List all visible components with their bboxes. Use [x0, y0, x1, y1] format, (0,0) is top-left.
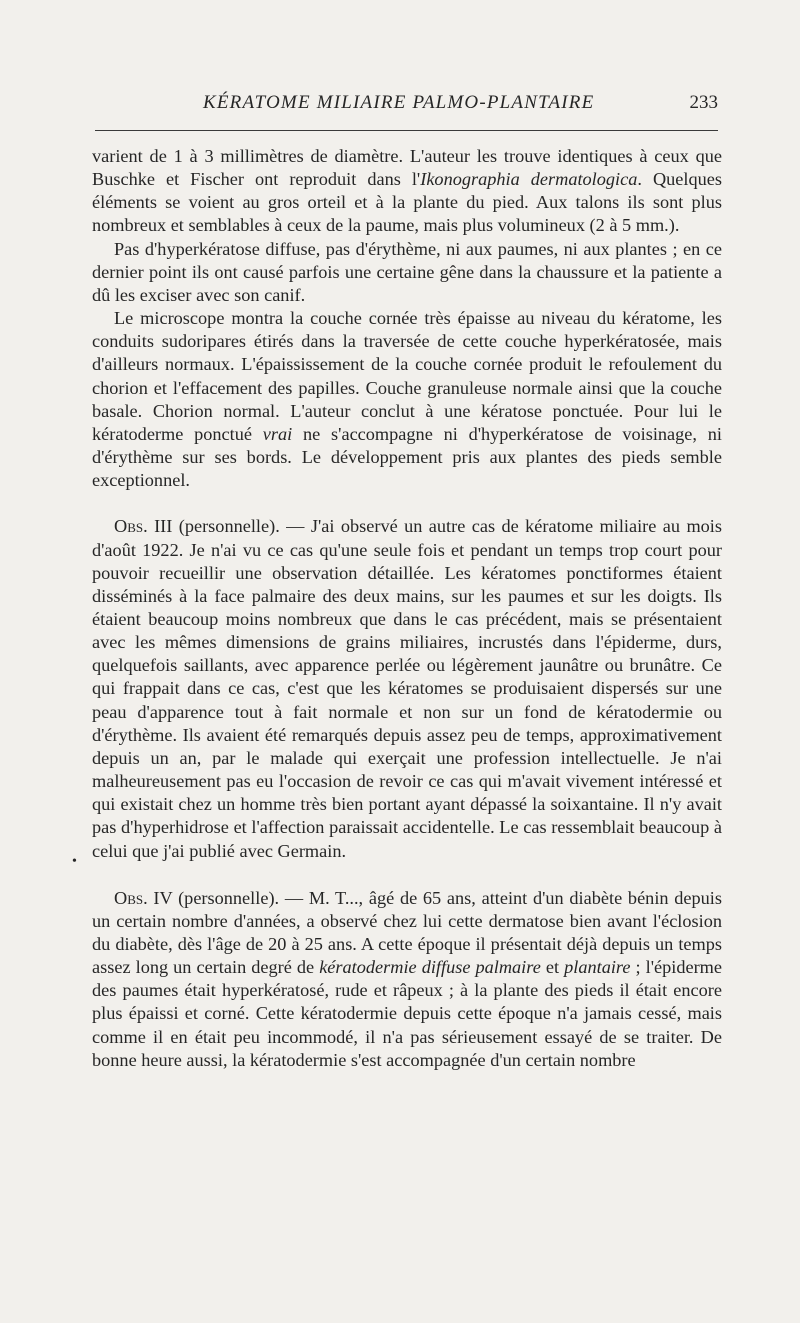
running-title: KÉRATOME MILIAIRE PALMO-PLANTAIRE: [203, 92, 595, 113]
p1-text-b: . Quelques éléments se voient au gros orteil et à la plante du pied. Aux talons ils sont plus nombreux et semblables à ceux de la paume, mais plus volumineux (2 à 5 mm.).: [92, 169, 723, 236]
body-text: [92, 145, 722, 1072]
page-header: [95, 92, 722, 122]
p3-text-a: Le microscope montra la couche cornée très épaisse au niveau du kératome, les conduits sudoripares étirés dans la traversée de cette couche hyperkératosée, mais d'ailleurs normaux. L'épaississement de la couche cornée produit le refoulement du chorion et l'effacement des papilles. Couche granuleuse normale ainsi que la couche basale. Chorion normal. L'auteur conclut à une kératose ponctuée. Pour lui le kératoderme ponctué: [92, 308, 722, 444]
obs4-text-a: IV (personnelle). — M. T..., âgé de 65 ans, atteint d'un diabète bénin depuis un certain nombre d'années, a observé chez lui cette dermatose bien avant l'éclosion du diabète, dès l'âge de 20 à 25 ans. A cette époque il présentait déjà depuis un temps assez long un certain degré de: [92, 887, 722, 978]
obs4-label: Obs.: [114, 887, 148, 908]
paragraph-2: Pas d'hyperkératose diffuse, pas d'érythème, ni aux paumes, ni aux plantes ; en ce dernier point ils ont causé parfois une certaine gêne dans la chaussure et la patiente a dû les exciser avec son canif.: [92, 238, 722, 305]
page-number: 233: [689, 92, 718, 113]
paragraph-1: [92, 145, 722, 238]
p3-text-b: ne s'accompagne ni d'hyperkératose de voisinage, ni d'érythème sur ses bords. Le développement pris aux plantes des pieds semble exceptionnel.: [92, 423, 722, 491]
paragraph-obs-4: [92, 887, 722, 1072]
obs4-text-c: ; l'épiderme des paumes était hyperkératosé, rude et râpeux ; à la plante des pieds il était encore plus épaissi et corné. Cette kératodermie depuis cette époque n'a jamais cessé, mais comme il en était peu incommodé, il n'a pas sérieusement essayé de se traiter. De bonne heure aussi, la kératodermie s'est accompagnée d'un certain nombre: [92, 957, 723, 1070]
obs3-text: III (personnelle). — J'ai observé un autre cas de kératome miliaire au mois d'août 1922. Je n'ai vu ce cas qu'une seule fois et pendant un temps trop court pour pouvoir recueillir une observation détaillée. Les kératomes ponctiformes étaient disséminés à la face palmaire des deux mains, sur les paumes et sur les doigts. Ils étaient beaucoup moins nombreux que dans le cas précédent, mais se présentaient avec les mêmes dimensions de grains miliaires, incrustés dans l'épiderme, durs, quelquefois saillants, avec apparence perlée ou légèrement jaunâtre ou brunâtre. Ce qui frappait dans ce cas, c'est que les kératomes se produisaient dispersés sur une peau d'apparence tout à fait normale et non sur un fond de kératodermie ou d'érythème. Ils avaient été remarqués depuis assez peu de temps, approximativement depuis un an, par le malade qui exerçait une profession intellectuelle. Je n'ai malheureusement pas eu l'occasion de revoir ce cas qui m'avait vivement intéressé et qui existait chez un homme très bien portant ayant dépassé la soixantaine. Il n'y avait pas d'hyperhidrose et l'affection paraissait accidentelle. Le cas ressemblait beaucoup à celui que j'ai publié avec Germain.: [92, 516, 722, 861]
paragraph-3: [92, 307, 722, 492]
obs4-text-b: et: [540, 957, 565, 978]
paragraph-obs-3: [92, 515, 722, 862]
p3-italic: vrai: [262, 423, 293, 444]
header-rule: [95, 130, 718, 131]
obs4-italic-2: plantaire: [564, 957, 631, 978]
p1-italic: Ikonographia dermatologica: [420, 169, 638, 190]
obs4-italic-1: kératodermie diffuse palmaire: [319, 957, 541, 978]
margin-mark: •: [72, 854, 77, 869]
obs3-label: Obs.: [114, 516, 148, 537]
p1-text-a: varient de 1 à 3 millimètres de diamètre. L'auteur les trouve identiques à ceux que Buschke et Fischer ont reproduit dans l': [92, 146, 722, 190]
